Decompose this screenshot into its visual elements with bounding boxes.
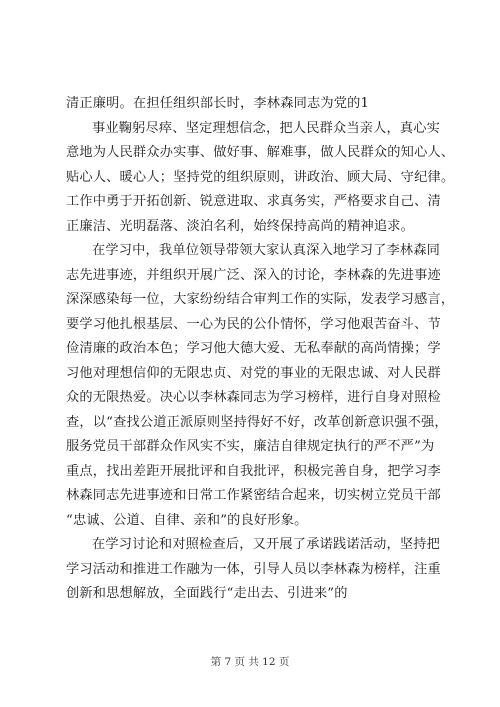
text-line: 清正廉明。在担任组织部长时，李林森同志为党的1 bbox=[66, 96, 370, 111]
text-line: 要学习他扎根基层、一心为民的公仆情怀，学习他艰苦奋斗、节 bbox=[66, 316, 441, 332]
text-line: 事业鞠躬尽瘁、坚定理想信念，把人民群众当亲人，真心实 bbox=[92, 120, 441, 136]
text-line: 正廉洁、光明磊落、淡泊名利，始终保持高尚的精神追求。 bbox=[66, 218, 415, 234]
text-line: 志先进事迹，并组织开展广泛、深入的讨论，李林森的先进事迹 bbox=[66, 267, 441, 283]
text-line: 学习活动和推进工作融为一体，引导人员以李林森为榜样，注重 bbox=[66, 561, 441, 577]
text-line: 贴心人、暖心人；坚持党的组织原则，讲政治、顾大局、守纪律。 bbox=[66, 169, 455, 185]
text-line: 在学习中，我单位领导带领大家认真深入地学习了李林森同 bbox=[92, 243, 441, 258]
text-line: 服务党员干部群众作风实不实，廉洁自律规定执行的严不严”为 bbox=[66, 439, 435, 454]
text-line: 俭清廉的政治本色；学习他大德大爱、无私奉献的高尚情操；学 bbox=[66, 341, 441, 356]
text-line: “忠诚、公道、自律、亲和”的良好形象。 bbox=[66, 512, 308, 528]
paragraph bbox=[66, 239, 455, 533]
paragraph bbox=[66, 92, 438, 117]
page-number-footer: 第 7 页 共 12 页 bbox=[210, 656, 290, 668]
text-line: 深深感染每一位，大家纷纷结合审判工作的实际，发表学习感言， bbox=[66, 292, 455, 307]
text-line: 查，以“查找公道正派原则坚持得好不好，改革创新意识强不强， bbox=[66, 414, 448, 430]
text-line: 林森同志先进事迹和日常工作紧密结合起来，切实树立党员干部 bbox=[66, 488, 441, 503]
paragraph bbox=[66, 117, 455, 240]
text-line: 众的无限热爱。决心以李林森同志为学习榜样，进行自身对照检 bbox=[66, 390, 441, 405]
text-line: 创新和思想解放，全面践行“走出去、引进来”的 bbox=[66, 586, 348, 601]
text-line: 在学习讨论和对照检查后，又开展了承诺践诺活动，坚持把 bbox=[92, 537, 441, 552]
text-line: 重点，找出差距开展批评和自我批评，积极完善自身，把学习李 bbox=[66, 463, 441, 479]
text-line: 意地为人民群众办实事、做好事、解难事，做人民群众的知心人、 bbox=[66, 145, 455, 160]
text-line: 习他对理想信仰的无限忠贞、对党的事业的无限忠诚、对人民群 bbox=[66, 365, 441, 381]
text-line: 工作中勇于开拓创新、锐意进取、求真务实，严格要求自己、清 bbox=[66, 194, 441, 209]
paragraph bbox=[66, 533, 441, 607]
document-body bbox=[66, 92, 455, 607]
